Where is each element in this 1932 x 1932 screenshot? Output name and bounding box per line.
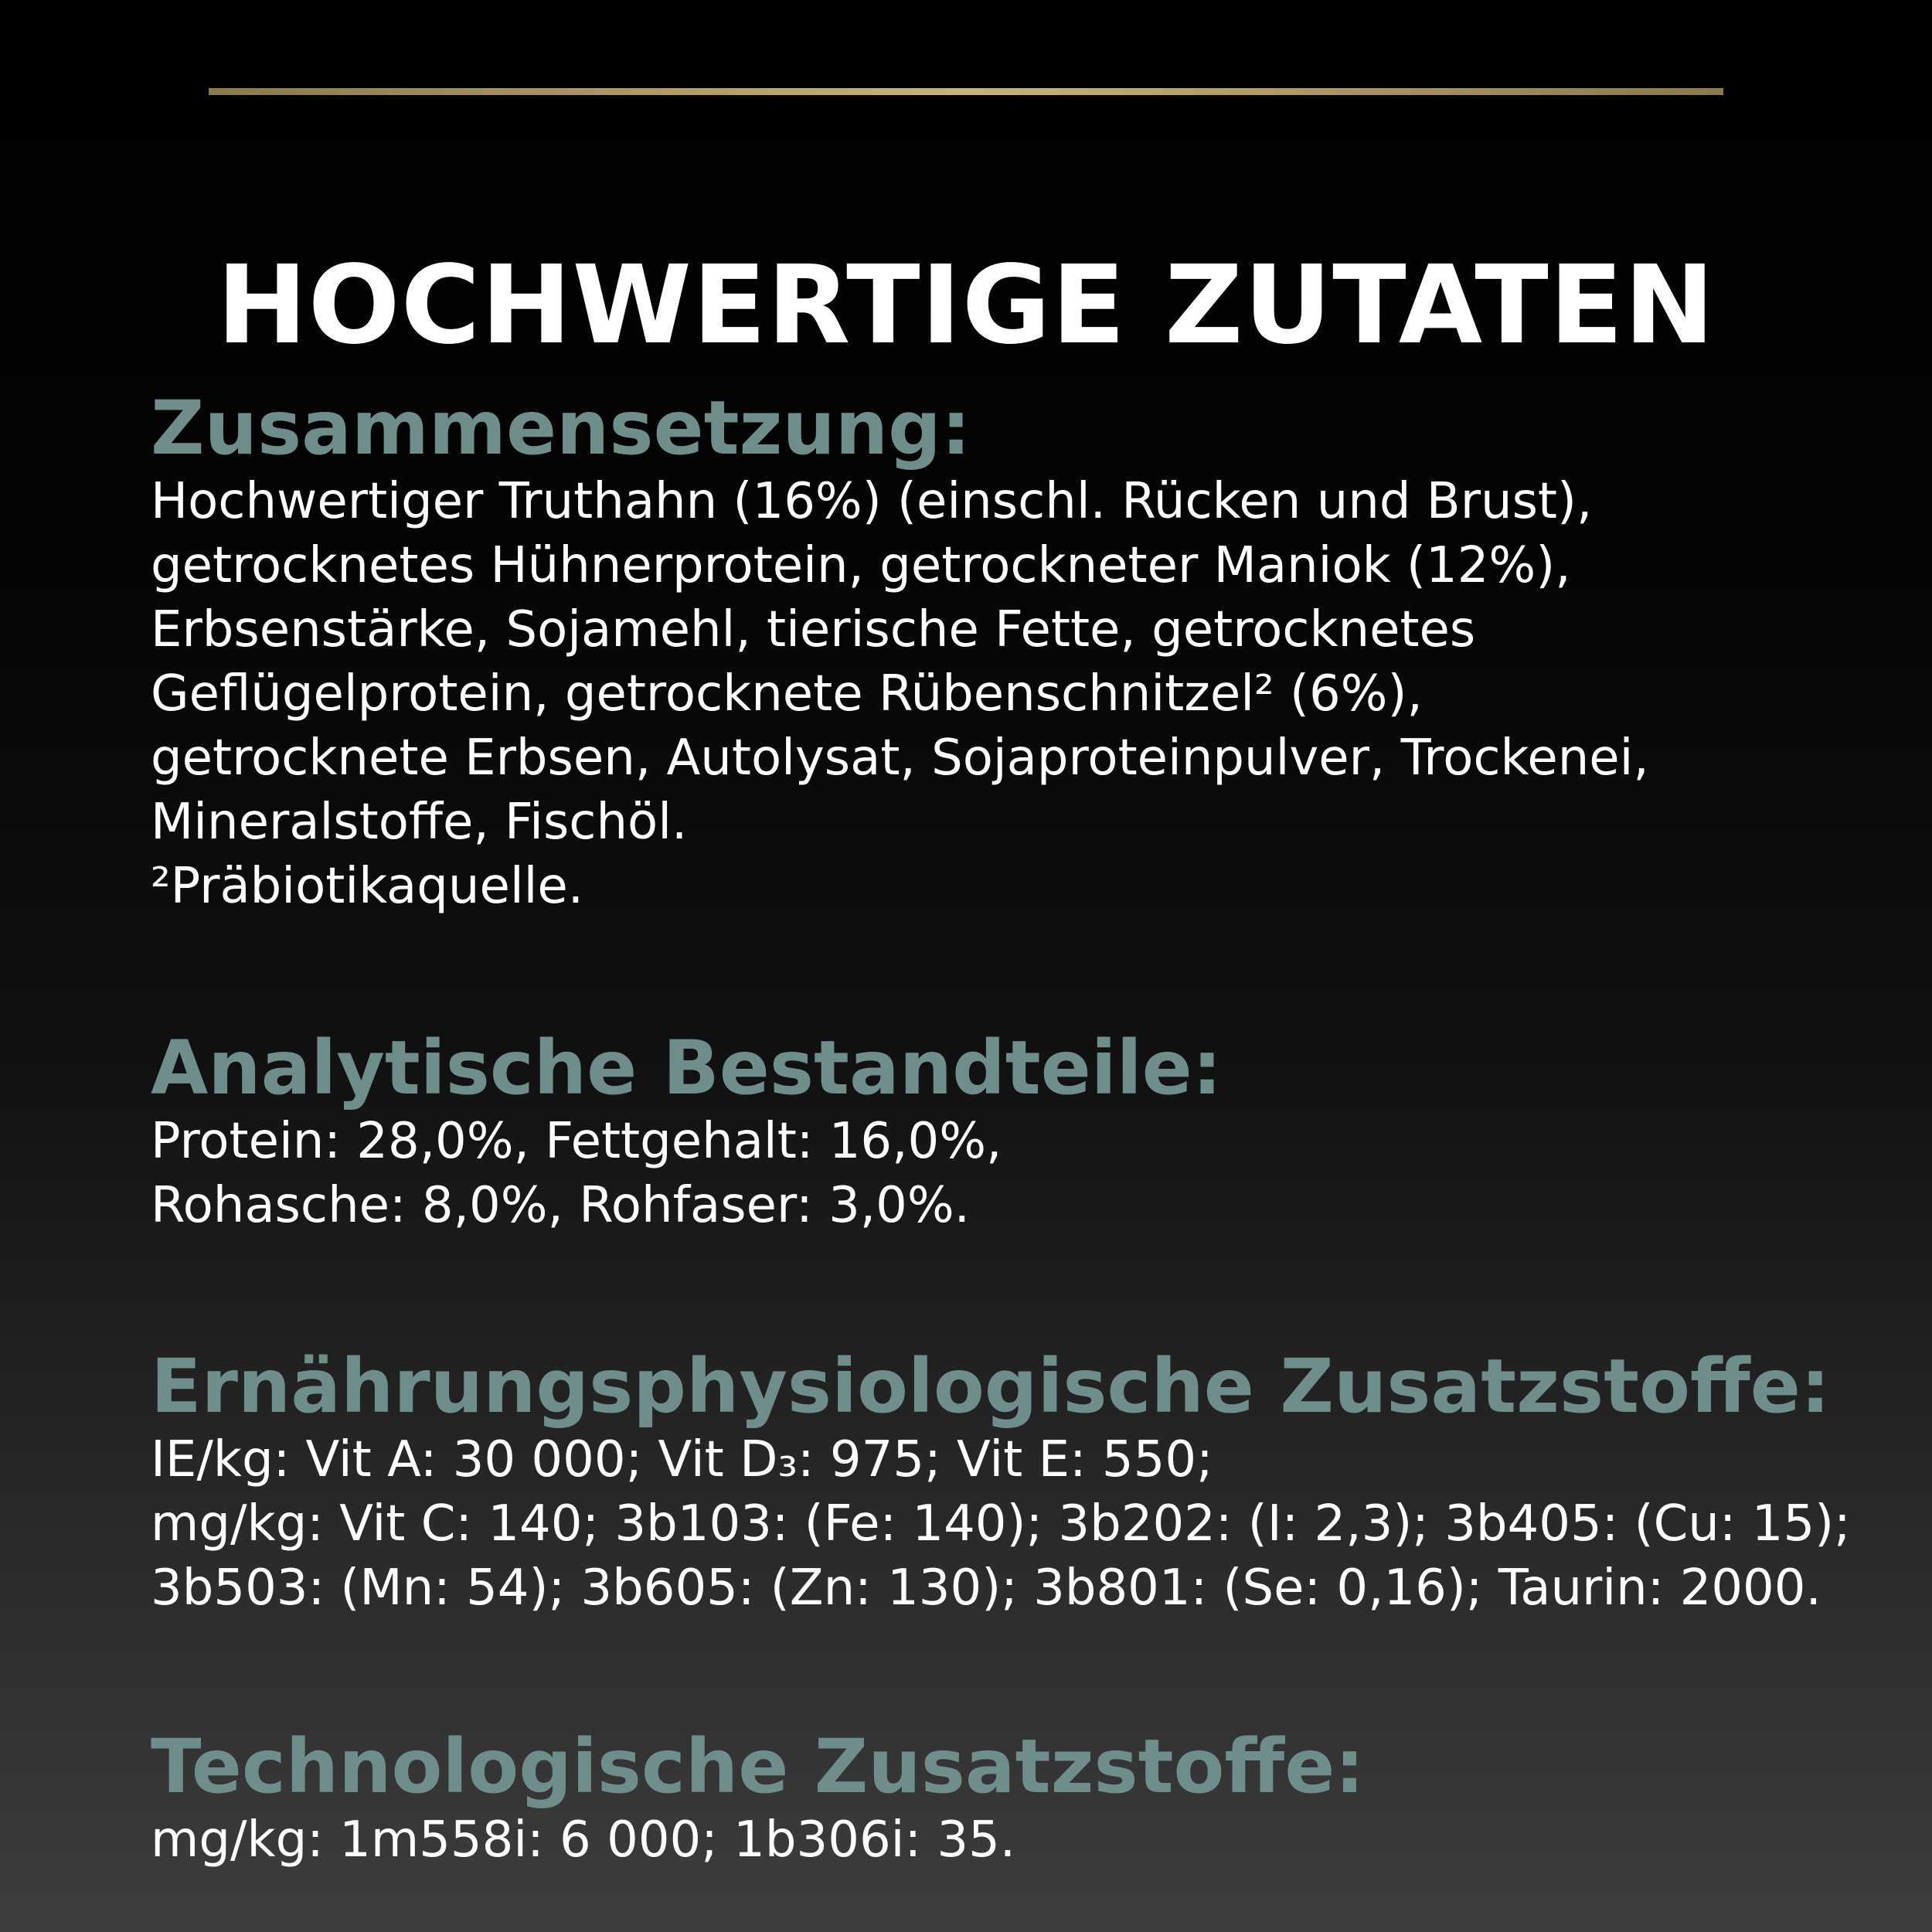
section-heading-ernaehrung: Ernährungsphysiologische Zusatzstoffe: bbox=[151, 1343, 1831, 1430]
section-heading-analytisch: Analytische Bestandteile: bbox=[151, 1025, 1223, 1111]
section-body-analytisch bbox=[151, 1110, 1882, 1238]
section-body-zusammensetzung bbox=[151, 470, 1882, 919]
section-analytische-bestandteile bbox=[151, 1026, 1882, 1238]
text-line: 3b503: (Mn: 54); 3b605: (Zn: 130); 3b801: (Se: 0,16); Taurin: 2000. bbox=[151, 1560, 1821, 1617]
text-line: Erbsenstärke, Sojamehl, tierische Fette, getrocknetes bbox=[151, 601, 1476, 658]
section-heading-technologisch: Technologische Zusatzstoffe: bbox=[151, 1723, 1365, 1810]
section-zusammensetzung bbox=[151, 386, 1882, 919]
section-ernaehrungsphysiologische-zusatzstoffe bbox=[151, 1345, 1882, 1621]
text-line: Protein: 28,0%, Fettgehalt: 16,0%, bbox=[151, 1113, 1002, 1170]
gold-divider-line bbox=[209, 88, 1723, 95]
section-body-technologisch bbox=[151, 1808, 1882, 1872]
section-body-ernaehrung bbox=[151, 1428, 1882, 1621]
section-technologische-zusatzstoffe bbox=[151, 1725, 1882, 1872]
text-line: Mineralstoffe, Fischöl. bbox=[151, 794, 688, 851]
text-line: mg/kg: Vit C: 140; 3b103: (Fe: 140); 3b202: (I: 2,3); 3b405: (Cu: 15); bbox=[151, 1495, 1851, 1553]
text-line: Hochwertiger Truthahn (16%) (einschl. Rücken und Brust), bbox=[151, 473, 1593, 530]
page-title: HOCHWERTIGE ZUTATEN bbox=[216, 242, 1716, 369]
text-line: getrocknetes Hühnerprotein, getrockneter Maniok (12%), bbox=[151, 537, 1571, 594]
text-line: Geflügelprotein, getrocknete Rübenschnitzel² (6%), bbox=[151, 665, 1423, 723]
text-line: mg/kg: 1m558i: 6 000; 1b306i: 35. bbox=[151, 1811, 1016, 1869]
text-line: IE/kg: Vit A: 30 000; Vit D₃: 975; Vit E: 550; bbox=[151, 1431, 1213, 1488]
footnote-line: ²Präbiotikaquelle. bbox=[151, 858, 584, 915]
text-line: Rohasche: 8,0%, Rohfaser: 3,0%. bbox=[151, 1177, 970, 1234]
text-line: getrocknete Erbsen, Autolysat, Sojaproteinpulver, Trockenei, bbox=[151, 730, 1649, 787]
section-heading-zusammensetzung: Zusammensetzung: bbox=[151, 385, 971, 471]
